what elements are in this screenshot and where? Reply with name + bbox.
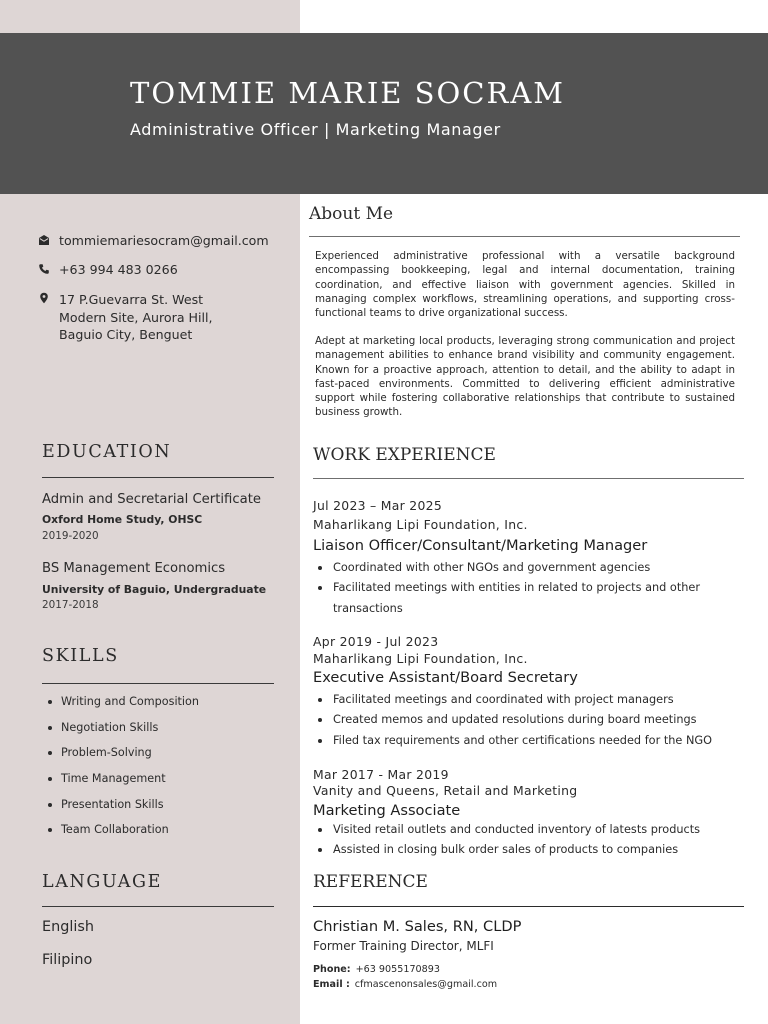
skill-item: Negotiation Skills [46, 720, 199, 746]
candidate-title: Administrative Officer | Marketing Manager [130, 120, 501, 139]
about-paragraph: Adept at marketing local products, leveraging strong communication and project management abilities to enhance brand visibility and community engagement. Known for a proactive approach, attention to detail, and the ability to adapt in fast-paced environments. Committed to delivering efficient administrative support while fostering collaborative relationships that contribute to sustained business growth. [315, 335, 735, 419]
education-divider [42, 477, 274, 478]
job-company: Vanity and Queens, Retail and Marketing [313, 783, 578, 798]
job-bullet: Visited retail outlets and conducted inventory of latests products [317, 820, 747, 840]
reference-phone-value: +63 9055170893 [355, 964, 440, 975]
skill-item: Team Collaboration [46, 822, 199, 848]
reference-email-value: cfmascenonsales@gmail.com [354, 979, 498, 990]
job-dates: Apr 2019 - Jul 2023 [313, 634, 439, 649]
job-bullet: Assisted in closing bulk order sales of products to companies [317, 840, 747, 860]
reference-divider [313, 906, 744, 907]
reference-phone[interactable] [313, 964, 440, 975]
candidate-name: TOMMIE MARIE SOCRAM [130, 76, 565, 110]
education-heading: EDUCATION [42, 442, 172, 462]
language-heading: LANGUAGE [42, 872, 162, 892]
reference-name: Christian M. Sales, RN, CLDP [313, 918, 522, 935]
education-degree: Admin and Secretarial Certificate [42, 492, 261, 507]
education-school: University of Baguio, Undergraduate [42, 583, 267, 596]
skills-divider [42, 683, 274, 684]
job-role: Marketing Associate [313, 802, 461, 819]
reference-title: Former Training Director, MLFI [313, 939, 494, 953]
address-line: 17 P.Guevarra St. West [59, 292, 204, 307]
address-line: Baguio City, Benguet [59, 327, 193, 342]
job-bullets [317, 558, 747, 619]
work-heading: WORK EXPERIENCE [313, 445, 496, 465]
contact-phone-text: +63 994 483 0266 [59, 262, 178, 277]
language-divider [42, 906, 274, 907]
language-item: English [42, 919, 94, 935]
language-item: Filipino [42, 952, 93, 968]
contact-address [38, 291, 213, 344]
reference-phone-label: Phone: [313, 964, 351, 975]
skill-item: Presentation Skills [46, 797, 199, 823]
job-bullet: Filed tax requirements and other certifications needed for the NGO [317, 731, 747, 751]
education-years: 2019-2020 [42, 530, 99, 542]
work-divider [313, 478, 744, 479]
job-bullets [317, 820, 747, 861]
location-pin-icon [38, 292, 52, 306]
education-school: Oxford Home Study, OHSC [42, 513, 203, 526]
skill-item: Time Management [46, 771, 199, 797]
job-company: Maharlikang Lipi Foundation, Inc. [313, 651, 528, 666]
job-dates: Mar 2017 - Mar 2019 [313, 767, 449, 782]
contact-email[interactable] [38, 233, 269, 248]
contact-phone[interactable] [38, 262, 178, 277]
job-bullets [317, 690, 747, 751]
reference-email-label: Email : [313, 979, 350, 990]
about-heading: About Me [309, 204, 394, 224]
header-band [0, 33, 768, 194]
job-role: Liaison Officer/Consultant/Marketing Manager [313, 537, 648, 554]
reference-heading: REFERENCE [313, 872, 428, 892]
about-paragraph: Experienced administrative professional with a versatile background encompassing bookkeeping, legal and internal documentation, training coordination, and effective liaison with government agencies. Skilled in managing complex workflows, streamlining operations, and supporting cross-functional teams to drive organizational success. [315, 250, 735, 320]
contact-address-text [59, 291, 213, 344]
job-bullet: Created memos and updated resolutions during board meetings [317, 710, 747, 730]
job-dates: Jul 2023 – Mar 2025 [313, 498, 443, 513]
address-line: Modern Site, Aurora Hill, [59, 309, 213, 325]
education-years: 2017-2018 [42, 599, 99, 611]
skills-list [46, 694, 199, 848]
job-bullet: Coordinated with other NGOs and government agencies [317, 558, 747, 578]
education-degree: BS Management Economics [42, 561, 226, 576]
reference-email[interactable] [313, 979, 497, 990]
contact-email-text: tommiemariesocram@gmail.com [59, 233, 269, 248]
job-role: Executive Assistant/Board Secretary [313, 669, 578, 686]
skill-item: Writing and Composition [46, 694, 199, 720]
job-bullet: Facilitated meetings and coordinated with project managers [317, 690, 747, 710]
envelope-icon [38, 234, 52, 248]
about-divider [309, 236, 740, 237]
phone-icon [38, 263, 52, 277]
skill-item: Problem-Solving [46, 745, 199, 771]
skills-heading: SKILLS [42, 646, 119, 666]
job-company: Maharlikang Lipi Foundation, Inc. [313, 517, 528, 532]
job-bullet: Facilitated meetings with entities in related to projects and other transactions [317, 578, 747, 619]
